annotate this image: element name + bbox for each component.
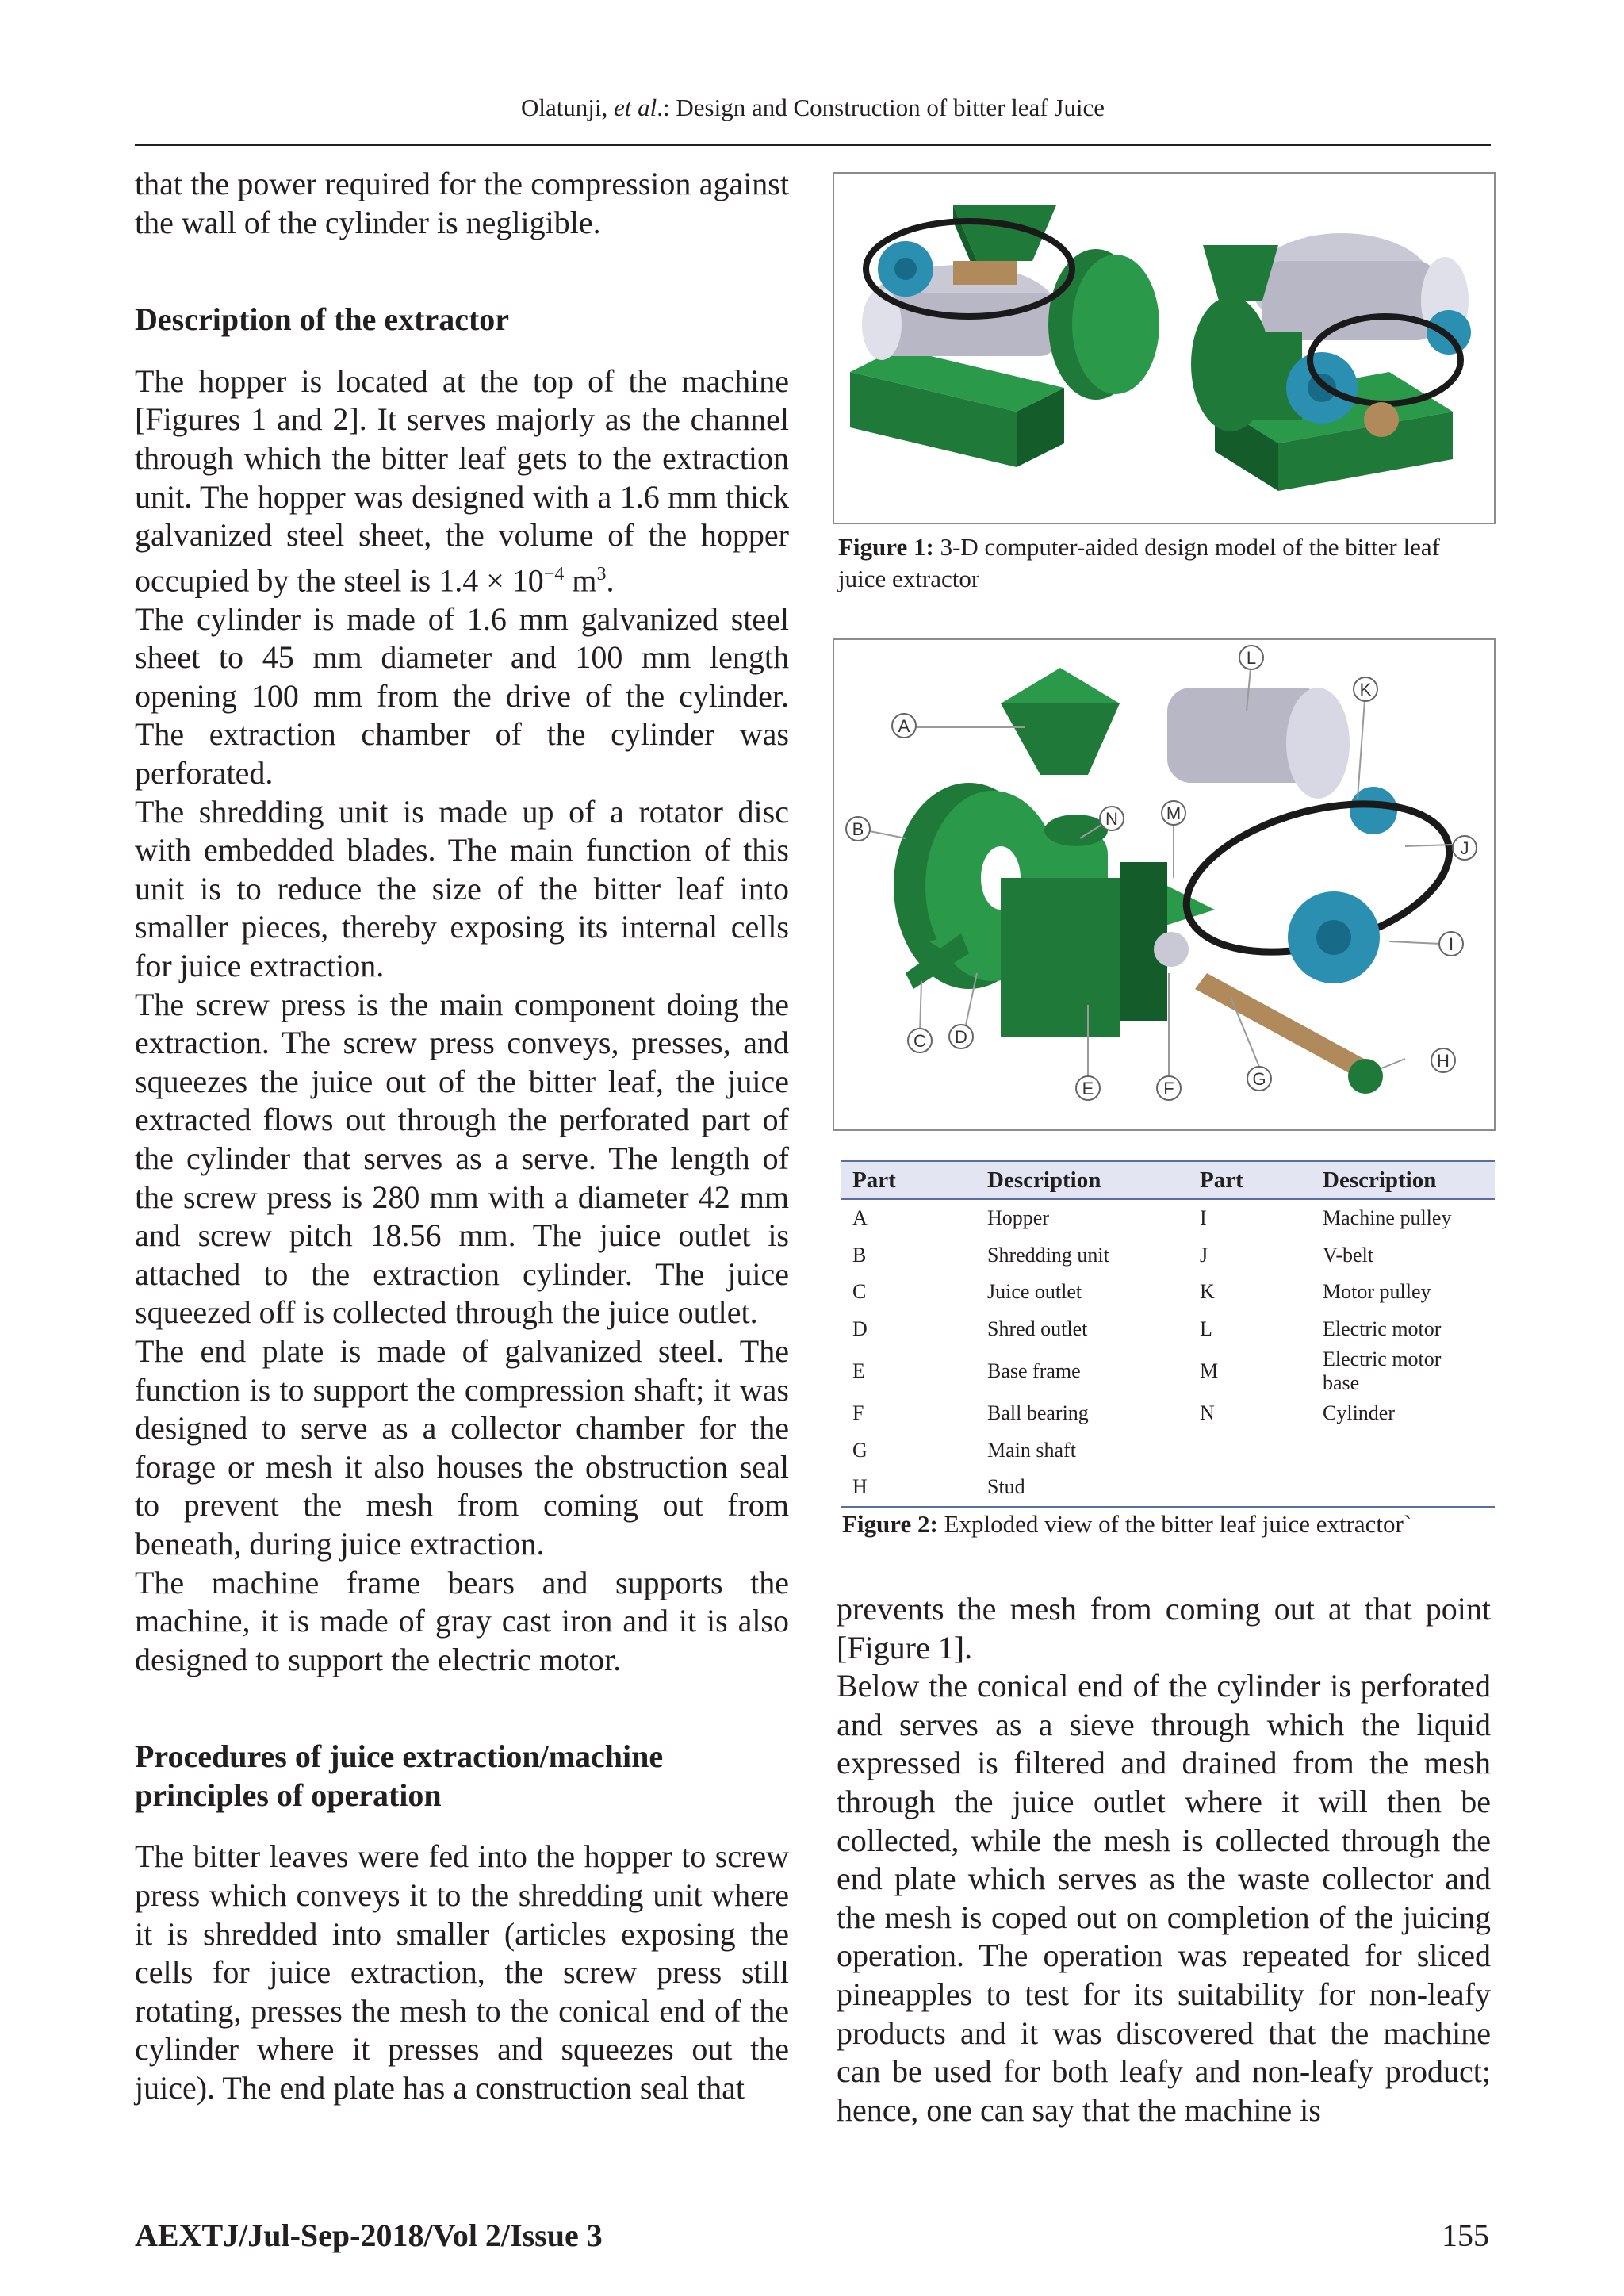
table-cell: G [852,1438,868,1462]
table-cell: Base frame [987,1359,1081,1382]
table-cell [1311,1469,1495,1507]
table-row [841,1395,1495,1432]
table-cell: Shred outlet [987,1317,1088,1340]
parts-table [841,1160,1495,1508]
callout-k: K [1359,680,1372,700]
table-cell: Machine pulley [1323,1206,1452,1230]
left-machine [850,205,1159,467]
journal-footer: AEXTJ/Jul-Sep-2018/Vol 2/Issue 3 [135,2217,603,2253]
column-header: Description [1311,1161,1495,1199]
table-cell [1188,1432,1311,1470]
table-cell [1188,1469,1311,1507]
table-cell: A [852,1206,868,1230]
table-cell: Main shaft [987,1438,1076,1462]
column-header: Description [975,1161,1188,1199]
table-cell: V-belt [1323,1243,1374,1267]
paragraph-frame: The machine frame bears and supports the machine, it is made of gray cast iron and it is also designed to support the electric motor. [135,1564,789,1677]
callout-b: B [852,819,864,839]
table-cell: D [852,1317,868,1340]
table-cell: Shredding unit [987,1243,1109,1267]
exploded-parts [894,668,1465,1094]
callout-h: H [1437,1051,1450,1071]
table-cell: J [1200,1243,1208,1267]
callout-m: M [1166,803,1182,823]
table-cell: Cylinder [1323,1401,1395,1425]
callout-l: L [1246,648,1257,668]
paragraph-procedure: The bitter leaves were fed into the hopper to screw press which conveys it to the shredding unit where it is shredded into smaller (articles exposing the cells for juice extraction, the screw press still rotating, presses the mesh to the conical end of the cylinder where it presses and squeezes out the juice). The end plate has a construction seal that [135,1838,789,2106]
table-cell: H [841,1469,975,1507]
figure-2-image [833,638,1496,1131]
paragraph-end-plate: The end plate is made of galvanized steel. The function is to support the compression shaft; it was designed to serve as a collector chamber for the forage or mesh it also houses the obstruction seal to prevent the mesh from coming out from beneath, during juice extraction. [135,1332,789,1562]
heading-description: Description of the extractor [135,301,510,338]
paragraph-hopper: The hopper is located at the top of the machine [Figures 1 and 2]. It serves majorly as the channel through which the bitter leaf gets to the extraction unit. The hopper was designed with a 1.6 mm thick galvanized steel sheet, the volume of the hopper occupied by the steel is $1.4 \times 10^{-4}$ $m^3$. [135,362,789,599]
page-number: 155 [1442,2217,1489,2253]
table-cell: Stud [975,1469,1188,1507]
column-header: Part [841,1161,975,1199]
table-cell: Hopper [987,1206,1049,1230]
table-row [841,1347,1495,1395]
column-header: Part [1188,1161,1311,1199]
callout-c: C [914,1031,926,1051]
paragraph-conical-end: Below the conical end of the cylinder is perforated and serves as a sieve through which the liquid expressed is filtered and drained from the mesh through the juice outlet where it will then be collected, while the mesh is collected through the end plate which serves as the waste collector and the mesh is coped out on completion of the juicing operation. The operation was repeated for sliced pineapples to test for its suitability for non-leafy products and it was discovered that the machine can be used for both leafy and non-leafy product; hence, one can say that the machine is [837,1668,1491,2128]
table-row [841,1432,1495,1470]
right-machine [1191,233,1471,491]
table-cell: M [1200,1359,1219,1382]
heading-procedures: Procedures of juice extraction/machine principles of operation [135,1738,664,1813]
callout-n: N [1105,809,1118,829]
callout-j: J [1460,838,1469,858]
callout-i: I [1448,934,1454,954]
callout-a: A [898,716,910,736]
table-cell: I [1200,1206,1207,1230]
paragraph-shredding: The shredding unit is made up of a rotator disc with embedded blades. The main function of this unit is to reduce the size of the bitter leaf into smaller pieces, thereby exposing its internal cells for juice extraction. [135,793,789,984]
table-cell [1311,1432,1495,1470]
table-header-row [841,1161,1495,1199]
paragraph-cylinder: The cylinder is made of 1.6 mm galvanized steel sheet to 45 mm diameter and 100 mm length opening 100 mm from the drive of the cylinder. The extraction chamber of the cylinder was perforated. [135,600,789,792]
paragraph-screw-press: The screw press is the main component doing the extraction. The screw press conveys, presses, and squeezes the juice out of the bitter leaf, the juice extracted flows out through the perforated part of the cylinder that serves as a serve. The length of the screw press is 280 mm with a diameter 42 mm and screw pitch 18.56 mm. The juice outlet is attached to the extraction cylinder. The juice squeezed off is collected through the juice outlet. [135,986,789,1331]
running-head: Olatunji, et al.: Design and Construction of bitter leaf Juice [520,94,1105,121]
paragraph-prevents: prevents the mesh from coming out at that point [Figure 1]. [837,1591,1491,1665]
table-row [841,1469,1495,1507]
callout-f: F [1163,1079,1174,1098]
table-row [841,1237,1495,1274]
table-row [841,1199,1495,1237]
left-column [135,165,789,2108]
table-cell: Motor pulley [1323,1280,1431,1304]
callout-d: D [955,1027,967,1047]
figure-2-caption: Figure 2: Exploded view of the bitter leaf juice extractor` [842,1510,1412,1538]
table-cell: Juice outlet [987,1280,1082,1304]
table-row [841,1274,1495,1311]
table-cell: Ball bearing [987,1401,1089,1425]
table-cell: F [852,1401,864,1425]
table-cell: E [852,1359,865,1382]
table-cell: K [1200,1280,1215,1304]
cad-model-illustration [834,174,1494,523]
header-rule [135,144,1491,146]
table-cell: C [852,1280,867,1304]
table-cell: Electric motor [1323,1317,1442,1340]
callout-g: G [1252,1069,1266,1089]
paragraph-continued: that the power required for the compression against the wall of the cylinder is negligible. [135,166,789,240]
table-cell: N [1200,1401,1215,1425]
table-cell: L [1200,1317,1212,1340]
table-cell: B [852,1243,867,1267]
figure-1-image [833,172,1496,524]
exploded-view-illustration [834,640,1494,1129]
callout-e: E [1082,1079,1094,1098]
table-row [841,1311,1495,1348]
figure-1-caption: Figure 1: 3-D computer-aided design model of the bitter leaf juice extractor [838,533,1440,592]
right-column [837,1590,1491,2129]
table-cell: Electric motor base [1323,1347,1442,1394]
